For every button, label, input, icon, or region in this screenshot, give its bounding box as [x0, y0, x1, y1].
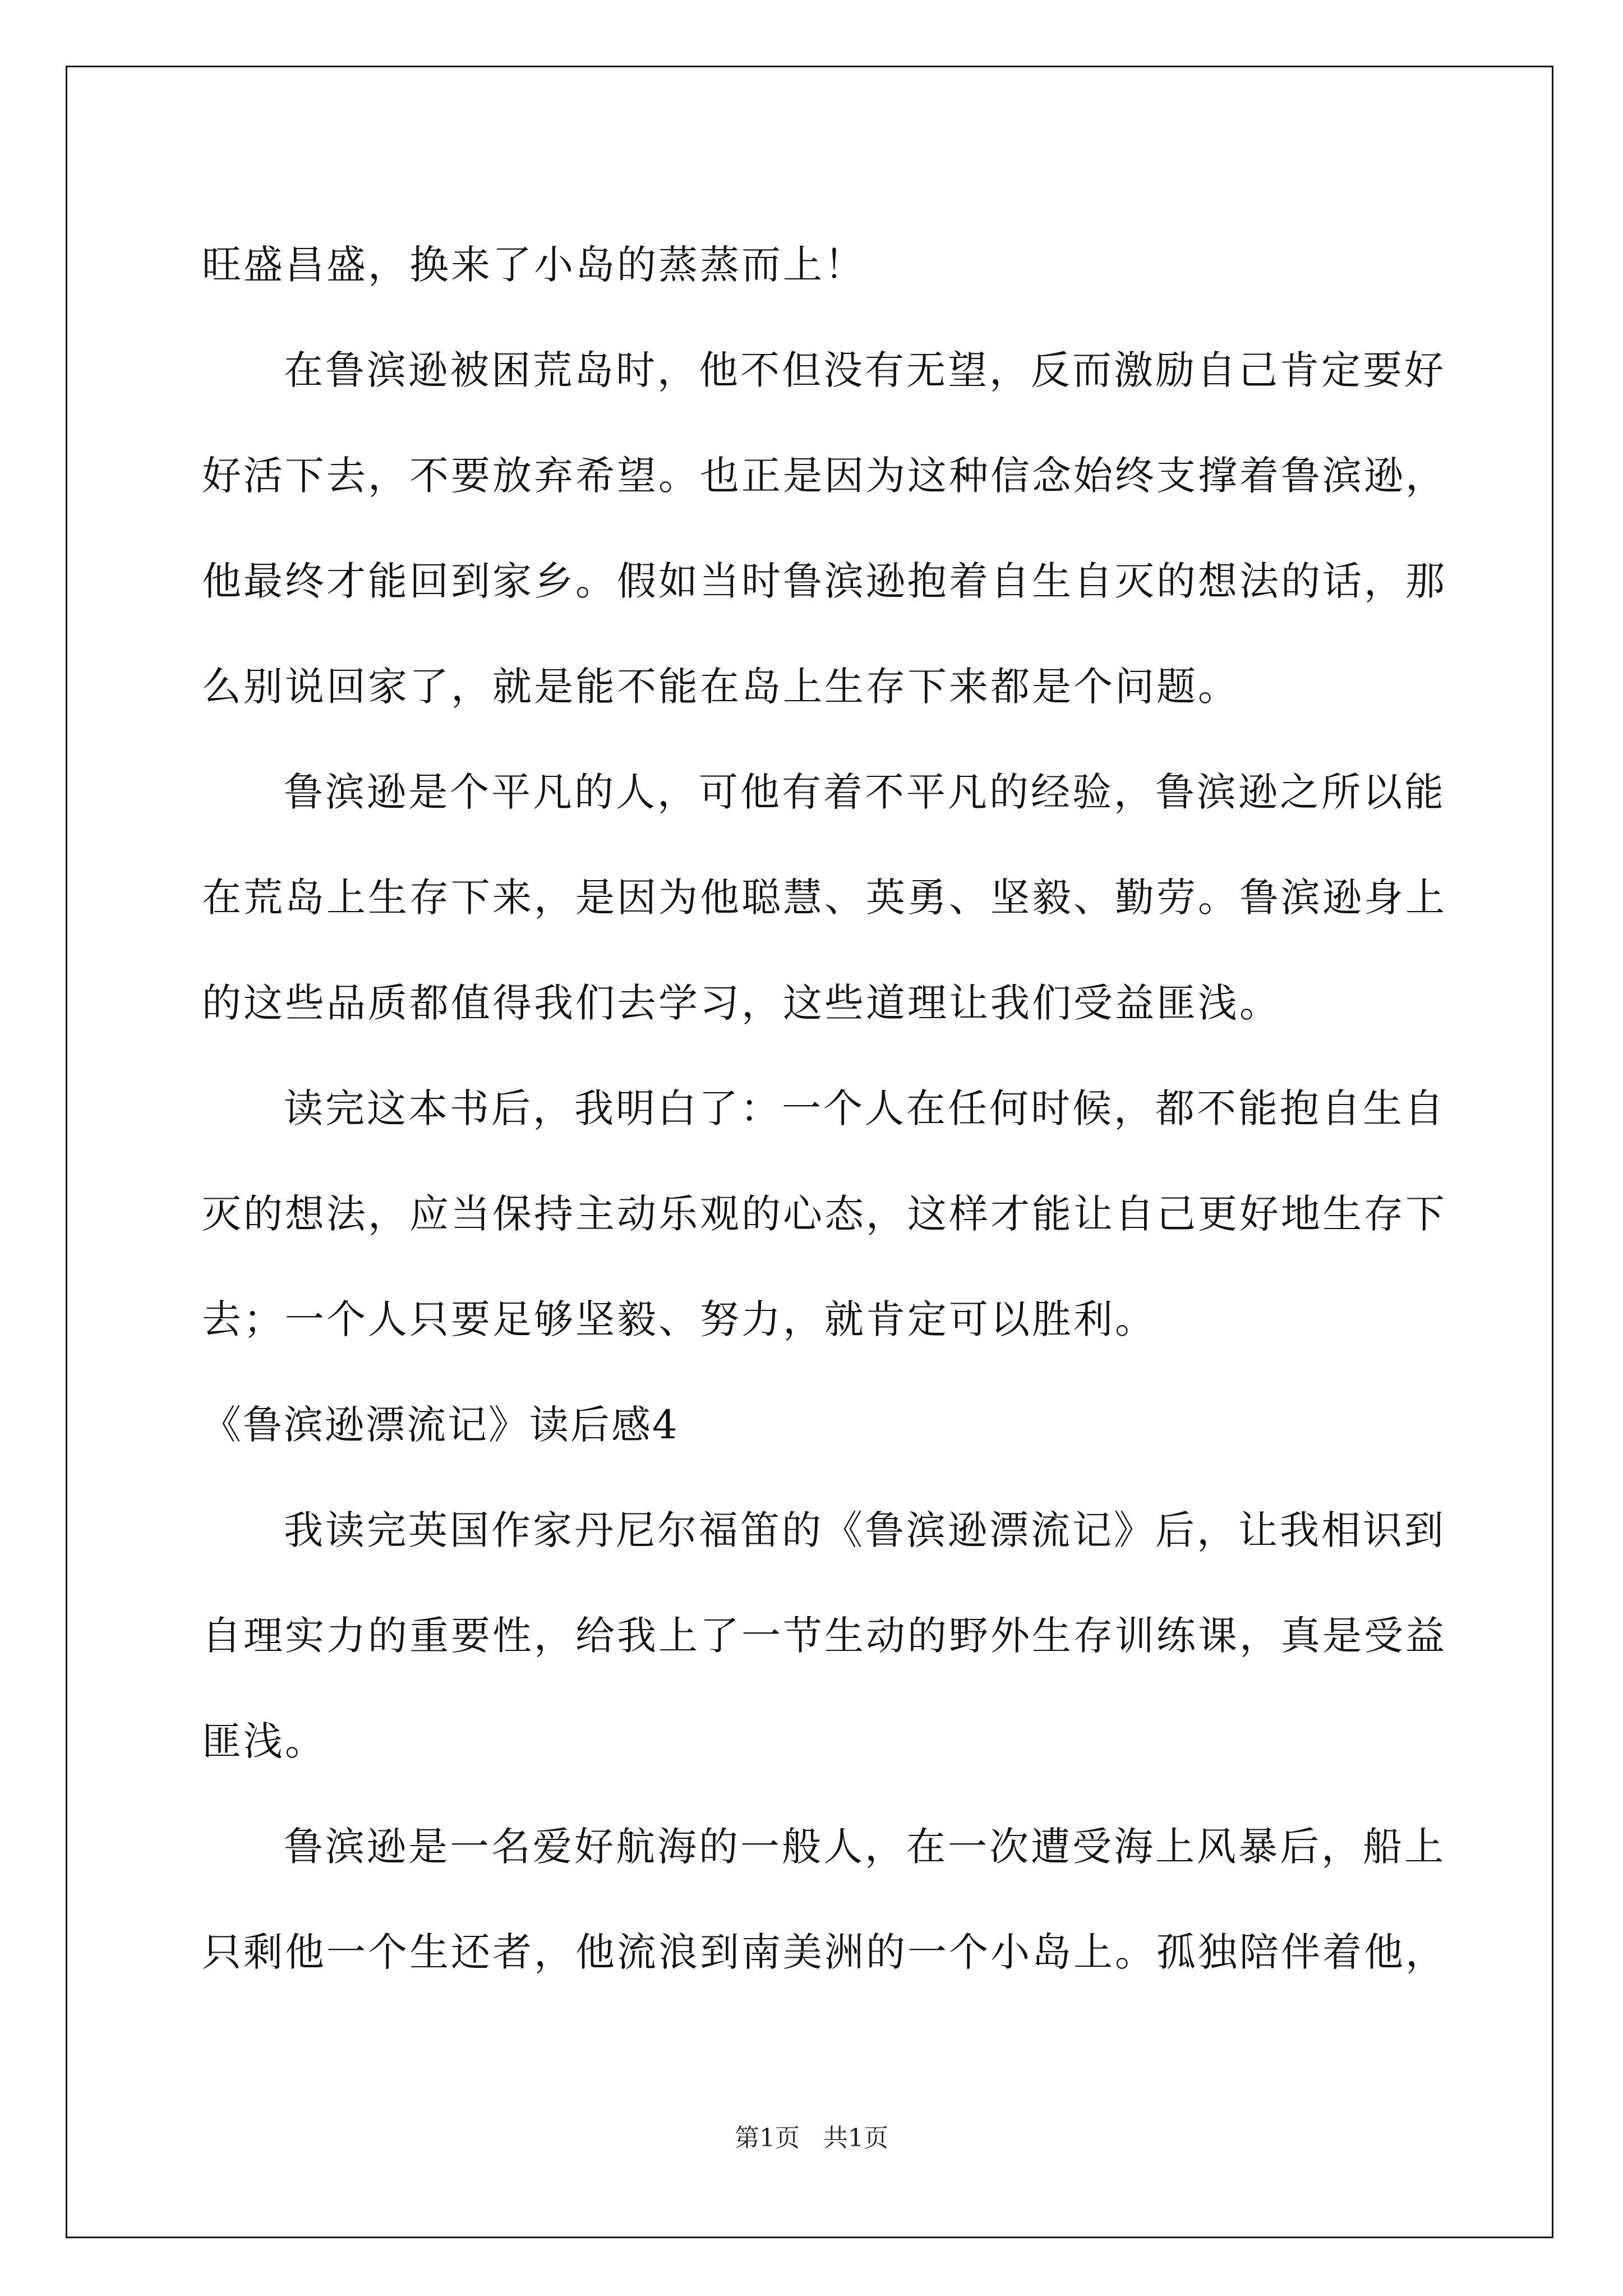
- text-line: [202, 1267, 1427, 1372]
- paragraph-first-line: [202, 318, 1446, 423]
- text-line-content: 我读完英国作家丹尼尔福笛的《鲁滨逊漂流记》后，让我相识到: [284, 1507, 1446, 1553]
- paragraph-first-line: [202, 1056, 1446, 1161]
- text-line-content: 只剩他一个生还者，他流浪到南美洲的一个小岛上。孤独陪伴着他，: [202, 1929, 1447, 1975]
- text-line: [202, 528, 1447, 634]
- text-line: [202, 423, 1447, 528]
- text-line-content: 旺盛昌盛，换来了小岛的蒸蒸而上！: [202, 242, 866, 288]
- text-line-content: 鲁滨逊是一名爱好航海的一般人，在一次遭受海上风暴后，船上: [284, 1824, 1446, 1870]
- document-body: [202, 212, 1447, 2005]
- text-line: [202, 1899, 1447, 2005]
- paragraph-first-line: [202, 1478, 1446, 1583]
- section-heading: [202, 1372, 1427, 1478]
- text-line: [202, 1688, 1427, 1794]
- paragraph-first-line: [202, 739, 1446, 845]
- text-line: [202, 1583, 1447, 1688]
- text-line-content: 在鲁滨逊被困荒岛时，他不但没有无望，反而激励自己肯定要好: [284, 347, 1446, 393]
- text-line-content: 去；一个人只要足够坚毅、努力，就肯定可以胜利。: [202, 1296, 1156, 1342]
- text-line: [202, 212, 1427, 318]
- text-line: [202, 1161, 1447, 1267]
- section-heading-text: 《鲁滨逊漂流记》读后感4: [202, 1402, 679, 1448]
- text-line-content: 好活下去，不要放弃希望。也正是因为这种信念始终支撑着鲁滨逊，: [202, 453, 1447, 499]
- text-line-content: 自理实力的重要性，给我上了一节生动的野外生存训练课，真是受益: [202, 1613, 1447, 1659]
- text-line-content: 他最终才能回到家乡。假如当时鲁滨逊抱着自生自灭的想法的话，那: [202, 558, 1447, 604]
- text-line-content: 匪浅。: [202, 1718, 326, 1764]
- text-line-content: 鲁滨逊是个平凡的人，可他有着不平凡的经验，鲁滨逊之所以能: [284, 769, 1446, 815]
- text-line: [202, 950, 1427, 1056]
- text-line: [202, 845, 1447, 950]
- text-line-content: 么别说回家了，就是能不能在岛上生存下来都是个问题。: [202, 664, 1239, 710]
- text-line-content: 读完这本书后，我明白了：一个人在任何时候，都不能抱自生自: [284, 1085, 1446, 1131]
- page-footer: 第1页 共1页: [735, 2124, 888, 2152]
- text-line-content: 在荒岛上生存下来，是因为他聪慧、英勇、坚毅、勤劳。鲁滨逊身上: [202, 875, 1447, 921]
- paragraph-first-line: [202, 1794, 1446, 1899]
- text-line: [202, 634, 1427, 739]
- text-line-content: 灭的想法，应当保持主动乐观的心态，这样才能让自己更好地生存下: [202, 1191, 1447, 1237]
- text-line-content: 的这些品质都值得我们去学习，这些道理让我们受益匪浅。: [202, 980, 1281, 1026]
